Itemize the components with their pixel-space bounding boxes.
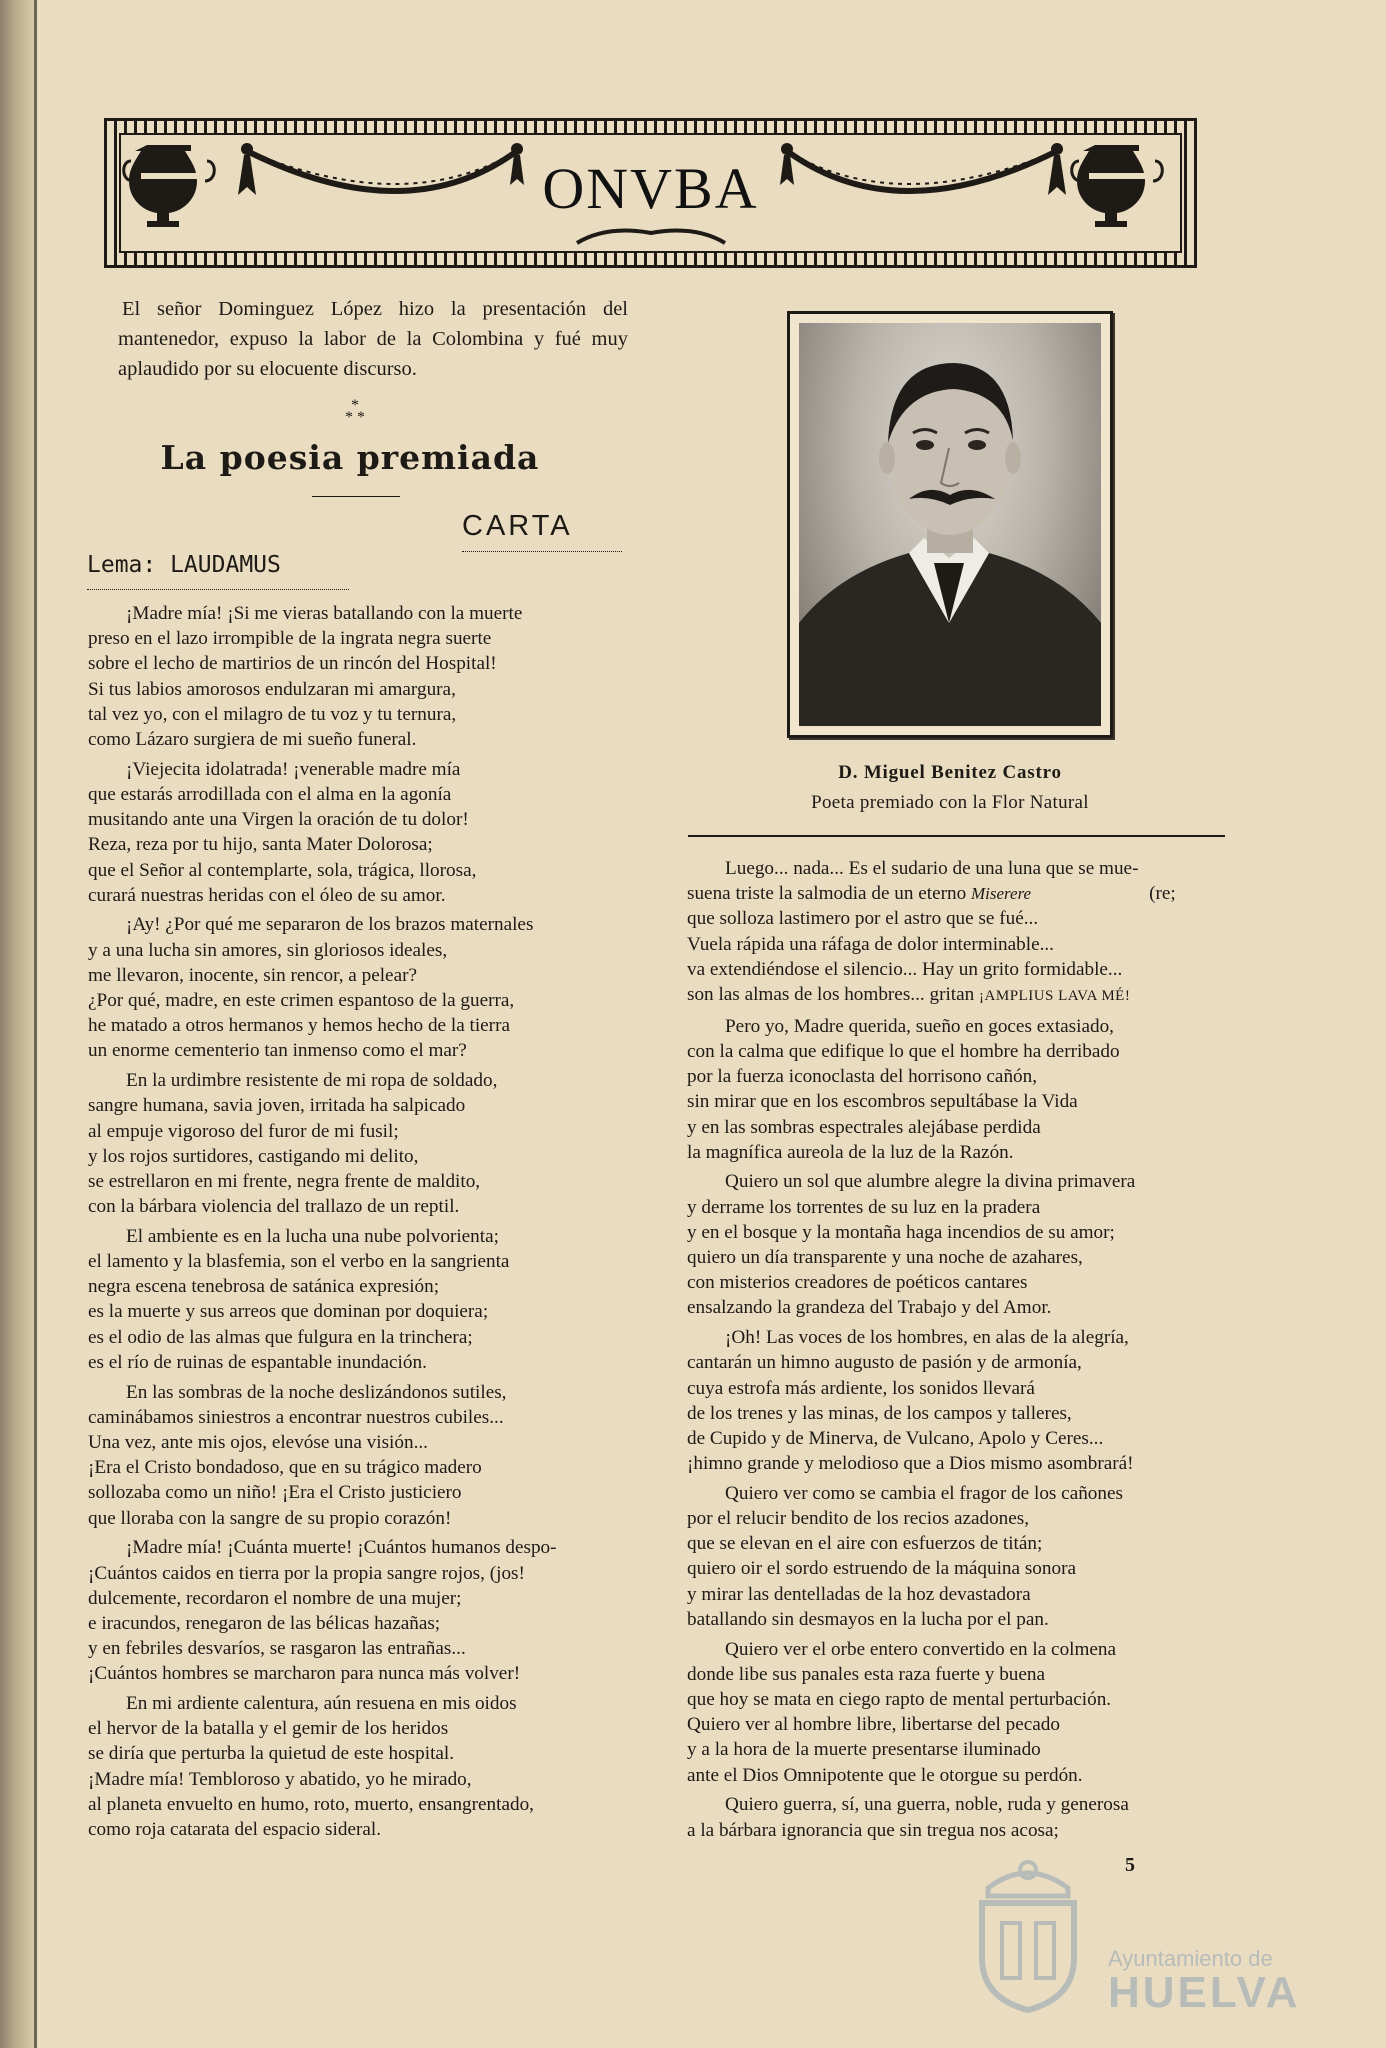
verse-line: sollozaba como un niño! ¡Era el Cristo justiciero <box>88 1482 462 1504</box>
verse-line: caminábamos siniestros a encontrar nuestros cubiles... <box>88 1406 504 1428</box>
verse-line: En la urdimbre resistente de mi ropa de soldado, <box>126 1070 498 1092</box>
verse-line: Pero yo, Madre querida, sueño en goces extasiado, <box>725 1015 1114 1037</box>
verse-line: al planeta envuelto en humo, roto, muerto, ensangrentado, <box>88 1793 534 1815</box>
verse-line: son las almas de los hombres... gritan ¡AMPLIUS LAVA MÉ! <box>687 984 1131 1006</box>
column-rule <box>688 835 1225 837</box>
lema-rule <box>87 585 349 590</box>
verse-line: El ambiente es en la lucha una nube polvorienta; <box>126 1225 499 1247</box>
verse-line: musitando ante una Virgen la oración de tu dolor! <box>88 809 469 831</box>
stanza <box>687 1169 1235 1320</box>
verse-line: Reza, reza por tu hijo, santa Mater Dolorosa; <box>88 834 433 856</box>
poem-title: La poesia premiada <box>160 438 540 477</box>
stanza <box>687 1792 1235 1842</box>
stanza <box>88 1691 640 1842</box>
stanza <box>88 912 640 1063</box>
verse-line: ¡Oh! Las voces de los hombres, en alas de la alegría, <box>725 1327 1129 1349</box>
stanza <box>88 757 640 908</box>
verse-line: En mi ardiente calentura, aún resuena en mis oidos <box>126 1693 517 1715</box>
verse-line: es el río de ruinas de espantable inundación. <box>88 1351 427 1373</box>
verse-line: que el Señor al contemplarte, sola, trágica, llorosa, <box>88 859 477 881</box>
verse-line: ¡Viejecita idolatrada! ¡venerable madre mía <box>126 758 461 780</box>
verse-line: con la calma que edifique lo que el hombre ha derribado <box>687 1040 1120 1062</box>
verse-line: un enorme cementerio tan inmenso como el mar? <box>88 1040 467 1062</box>
verse-line: el lamento y la blasfemia, son el verbo en la sangrienta <box>88 1251 510 1273</box>
verse-line: que solloza lastimero por el astro que se fué... <box>687 908 1039 930</box>
verse-line: es el odio de las almas que fulgura en la trinchera; <box>88 1326 473 1348</box>
verse-line: que estarás arrodillada con el alma en la agonía <box>88 783 452 805</box>
verse-line: tal vez yo, con el milagro de tu voz y tu ternura, <box>88 703 457 725</box>
verse-line: se estrellaron en mi frente, negra frente de maldito, <box>88 1170 481 1192</box>
verse-line: y derrame los torrentes de su luz en la pradera <box>687 1196 1041 1218</box>
verse-line: e iracundos, renegaron de las bélicas hazañas; <box>88 1612 441 1634</box>
portrait-frame <box>787 311 1113 738</box>
verse-line: sangre humana, savia joven, irritada ha salpicado <box>88 1095 466 1117</box>
subtitle-rule <box>462 547 622 552</box>
poem-left-column <box>88 601 640 1847</box>
coat-of-arms-icon <box>968 1848 1088 2013</box>
poem-subtitle: CARTA <box>462 510 573 542</box>
stanza <box>88 1224 640 1375</box>
verse-line: el hervor de la batalla y el gemir de los heridos <box>88 1718 449 1740</box>
asterism: * * * <box>345 397 365 426</box>
verse-line: de Cupido y de Minerva, de Vulcano, Apolo y Ceres... <box>687 1427 1104 1449</box>
poem-lema: Lema: LAUDAMUS <box>87 552 281 578</box>
stanza <box>687 856 1235 1009</box>
verse-line: como roja catarata del espacio sideral. <box>88 1819 381 1841</box>
verse-line: a la bárbara ignorancia que sin tregua nos acosa; <box>687 1819 1059 1841</box>
verse-line: quiero oir el sordo estruendo de la máquina sonora <box>687 1558 1076 1580</box>
stanza <box>687 1481 1235 1632</box>
verse-line: de los trenes y las minas, de los campos y talleres, <box>687 1402 1072 1424</box>
stanza <box>88 1068 640 1219</box>
title-rule <box>312 496 400 497</box>
verse-line: cantarán un himno augusto de pasión y de armonía, <box>687 1352 1082 1374</box>
verse-line: ¡himno grande y melodioso que a Dios mismo asombrará! <box>687 1453 1134 1475</box>
stanza <box>687 1325 1235 1476</box>
verse-line: ¡Era el Cristo bondadoso, que en su trágico madero <box>88 1457 482 1479</box>
verse-line: negra escena tenebrosa de satánica expresión; <box>88 1276 440 1298</box>
verse-line: y en febriles desvaríos, se rasgaron las entrañas... <box>88 1638 466 1660</box>
verse-line: quiero un día transparente y una noche de azahares, <box>687 1247 1083 1269</box>
verse-line: y a la hora de la muerte presentarse iluminado <box>687 1739 1041 1761</box>
portrait-caption: Poeta premiado con la Flor Natural <box>811 792 1089 813</box>
portrait-name: D. Miguel Benitez Castro <box>838 762 1062 783</box>
verse-line: dulcemente, recordaron el nombre de una mujer; <box>88 1587 462 1609</box>
verse-line: cuya estrofa más ardiente, los sonidos llevará <box>687 1377 1035 1399</box>
verse-line: Quiero ver al hombre libre, libertarse del pecado <box>687 1714 1060 1736</box>
masthead-banner <box>104 118 1197 268</box>
page-fold <box>34 0 37 2048</box>
verse-line: me llevaron, inocente, sin rencor, a pelear? <box>88 964 417 986</box>
verse-line: sin mirar que en los escombros sepultábase la Vida <box>687 1091 1078 1113</box>
verse-line: que lloraba con la sangre de su propio corazón! <box>88 1507 452 1529</box>
verse-line: va extendiéndose el silencio... Hay un grito formidable... <box>687 958 1123 980</box>
verse-line: ante el Dios Omnipotente que le otorgue su perdón. <box>687 1764 1083 1786</box>
verse-line: ¡Madre mía! Tembloroso y abatido, yo he mirado, <box>88 1768 472 1790</box>
verse-line: Si tus labios amorosos endulzaran mi amargura, <box>88 678 456 700</box>
verse-line: ¡Madre mía! ¡Si me vieras batallando con la muerte <box>126 603 523 624</box>
man-portrait-icon <box>799 323 1101 726</box>
intro-paragraph: El señor Dominguez López hizo la presentación del mantenedor, expuso la labor de la Colombina y fué muy aplaudido por su elocuente discurso. <box>118 298 628 380</box>
verse-line: se diría que perturba la quietud de este hospital. <box>88 1743 455 1765</box>
verse-line: con la bárbara violencia del trallazo de un reptil. <box>88 1196 460 1218</box>
poem-right-column <box>687 856 1235 1847</box>
verse-line: ¡Cuántos hombres se marcharon para nunca más volver! <box>88 1663 521 1685</box>
center-scroll-icon <box>577 231 725 243</box>
verse-line: y en las sombras espectrales alejábase perdida <box>687 1116 1041 1138</box>
verse-line: y los rojos surtidores, castigando mi delito, <box>88 1145 419 1167</box>
verse-line: Quiero ver como se cambia el fragor de los cañones <box>725 1482 1123 1504</box>
verse-line: Vuela rápida una ráfaga de dolor interminable... <box>687 933 1054 955</box>
verse-line: he matado a otros hermanos y hemos hecho de la tierra <box>88 1015 510 1037</box>
verse-line: la magnífica aureola de la luz de la Razón. <box>687 1141 1014 1163</box>
verse-line: Una vez, ante mis ojos, elevóse una visión... <box>88 1432 428 1453</box>
verse-line: y en el bosque y la montaña haga incendios de su amor; <box>687 1221 1115 1243</box>
verse-line: es la muerte y sus arreos que dominan por doquiera; <box>88 1301 489 1323</box>
watermark <box>968 1848 1308 2018</box>
watermark-line1: Ayuntamiento de <box>1108 1946 1273 1971</box>
portrait-photo <box>799 323 1101 726</box>
verse-line: Quiero guerra, sí, una guerra, noble, ruda y generosa <box>725 1794 1129 1816</box>
verse-line: suena triste la salmodia de un eterno Miserere (re; <box>687 883 1176 905</box>
verse-line: que se elevan en el aire con esfuerzos de titán; <box>687 1533 1043 1555</box>
page-binding-edge <box>0 0 34 2048</box>
stanza <box>88 601 640 752</box>
stanza <box>687 1014 1235 1165</box>
verse-line: donde libe sus panales esta raza fuerte y buena <box>687 1663 1046 1685</box>
stanza <box>687 1637 1235 1788</box>
verse-line: con misterios creadores de poéticos cantares <box>687 1272 1028 1294</box>
verse-line: sobre el lecho de martirios de un rincón del Hospital! <box>88 653 497 675</box>
verse-line: al empuje vigoroso del furor de mi fusil; <box>88 1120 399 1142</box>
page-number: 5 <box>1125 1854 1135 1876</box>
verse-line: batallando sin desmayos en la lucha por el pan. <box>687 1608 1049 1630</box>
stanza <box>88 1535 640 1686</box>
verse-line: curará nuestras heridas con el óleo de su amor. <box>88 884 446 906</box>
verse-line: y a una lucha sin amores, sin gloriosos ideales, <box>88 939 448 961</box>
verse-line: En las sombras de la noche deslizándonos sutiles, <box>126 1381 507 1403</box>
watermark-line2: HUELVA <box>1108 1968 1301 2017</box>
verse-line: como Lázaro surgiera de mi sueño funeral. <box>88 729 417 751</box>
verse-line: Luego... nada... Es el sudario de una luna que se mue- <box>725 858 1139 879</box>
verse-line: por el relucir bendito de los recios azadones, <box>687 1508 1030 1530</box>
verse-line: ¡Cuántos caidos en tierra por la propia sangre rojos, (jos! <box>88 1562 525 1584</box>
verse-line: preso en el lazo irrompible de la ingrata negra suerte <box>88 628 492 650</box>
verse-line: que hoy se mata en ciego rapto de mental perturbación. <box>687 1689 1112 1710</box>
verse-line: Quiero un sol que alumbre alegre la divina primavera <box>725 1171 1136 1193</box>
verse-line: ¡Madre mía! ¡Cuánta muerte! ¡Cuántos humanos despo- <box>126 1537 557 1559</box>
verse-line: ensalzando la grandeza del Trabajo y del Amor. <box>687 1297 1052 1319</box>
verse-line: y mirar las dentelladas de la hoz devastadora <box>687 1583 1031 1605</box>
stanza <box>88 1380 640 1531</box>
verse-line: ¿Por qué, madre, en este crimen espantoso de la guerra, <box>88 990 515 1012</box>
masthead-title: ONVBA <box>107 155 1194 222</box>
verse-line: ¡Ay! ¿Por qué me separaron de los brazos maternales <box>126 914 534 936</box>
verse-line: Quiero ver el orbe entero convertido en la colmena <box>725 1638 1117 1660</box>
verse-line: por la fuerza iconoclasta del horrisono cañón, <box>687 1066 1038 1088</box>
